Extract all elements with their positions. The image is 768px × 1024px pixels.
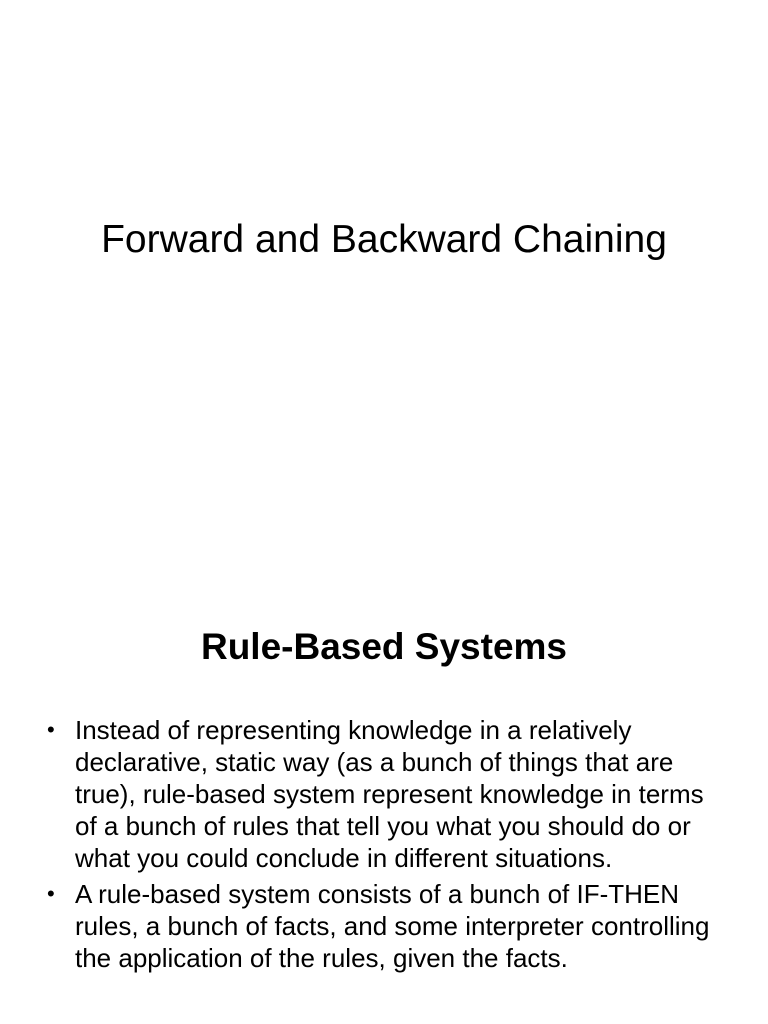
bullet-item [0, 878, 768, 974]
content-slide [0, 576, 768, 1024]
slide-title: Forward and Backward Chaining [101, 218, 667, 261]
bullet-item [0, 714, 768, 874]
section-title: Rule-Based Systems [200, 626, 568, 667]
bullet-icon: • [47, 717, 55, 742]
bullet-list [0, 714, 768, 978]
bullet-text: Instead of representing knowledge in a relatively declarative, static way (as a bunch of things that are true), rule-based system represent knowledge in terms of a bunch of rules that tell you what you should do or what you could conclude in different situations. [75, 715, 704, 873]
bullet-icon: • [47, 881, 55, 906]
bullet-text: A rule-based system consists of a bunch of IF-THEN rules, a bunch of facts, and some interpreter controlling the application of the rules, given the facts. [75, 879, 710, 973]
